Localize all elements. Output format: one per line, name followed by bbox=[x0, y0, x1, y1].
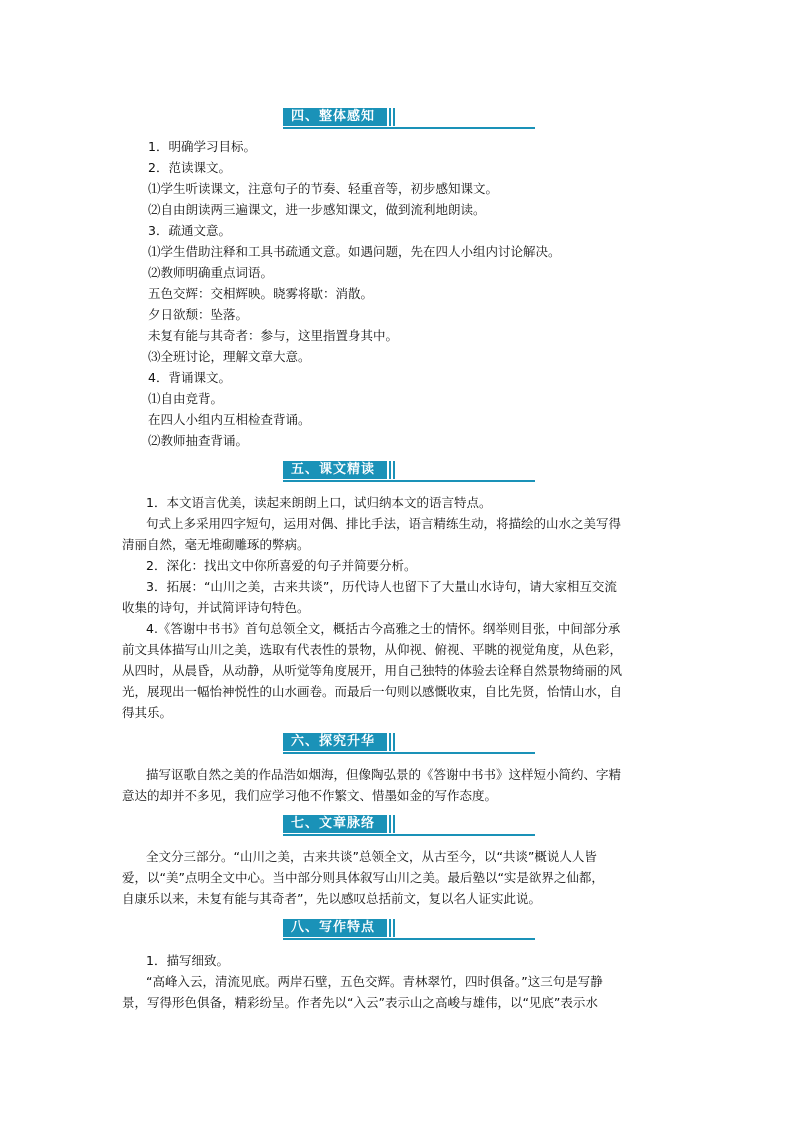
header-bars-decoration bbox=[387, 815, 397, 833]
text-line: 3．疏通文意。 bbox=[148, 223, 231, 238]
header-underline bbox=[283, 752, 535, 754]
text-line: ⑶全班讨论，理解文章大意。 bbox=[148, 349, 311, 364]
header-underline bbox=[283, 127, 535, 129]
text-line: 1．本文语言优美，读起来朗朗上口，试归纳本文的语言特点。 bbox=[146, 495, 492, 510]
text-line: ⑵教师明确重点词语。 bbox=[148, 265, 274, 280]
section-title: 七、文章脉络 bbox=[283, 815, 393, 833]
header-underline bbox=[283, 834, 535, 836]
text-line: 3．拓展：“山川之美，古来共谈”，历代诗人也留下了大量山水诗句，请大家相互交流 bbox=[146, 579, 617, 594]
text-line: 意达的却并不多见，我们应学习他不作繁文、惜墨如金的写作态度。 bbox=[122, 788, 498, 803]
text-line: 1．描写细致。 bbox=[146, 953, 229, 968]
text-line: 在四人小组内互相检查背诵。 bbox=[148, 412, 311, 427]
text-line: 4．背诵课文。 bbox=[148, 370, 231, 385]
text-line: ⑴自由竞背。 bbox=[148, 391, 224, 406]
text-line: 五色交辉：交相辉映。晓雾将歇：消散。 bbox=[148, 286, 374, 301]
text-line: 4.《答谢中书书》首句总领全文，概括古今高雅之士的情怀。纲举则目张，中间部分承 bbox=[146, 621, 621, 636]
text-line: 爱，以“美”点明全文中心。当中部分则具体叙写山川之美。最后塾以“实是欲界之仙都， bbox=[122, 870, 604, 885]
text-line: 前文具体描写山川之美，选取有代表性的景物，从仰视、俯视、平眺的视觉角度，从色彩， bbox=[122, 642, 623, 657]
text-line: ⑵教师抽查背诵。 bbox=[148, 433, 249, 448]
text-line: 未复有能与其奇者：参与，这里指置身其中。 bbox=[148, 328, 399, 343]
text-line: ⑴学生听读课文，注意句子的节奏、轻重音等，初步感知课文。 bbox=[148, 181, 499, 196]
section-title: 四、整体感知 bbox=[283, 108, 393, 126]
text-line: 从四时，从晨昏，从动静，从听觉等角度展开，用自己独特的体验去诠释自然景物绮丽的风 bbox=[122, 663, 623, 678]
section-title: 六、探究升华 bbox=[283, 733, 393, 751]
text-line: 描写讴歌自然之美的作品浩如烟海，但像陶弘景的《答谢中书书》这样短小简约、字精 bbox=[146, 767, 622, 782]
header-underline bbox=[283, 938, 535, 940]
text-line: 清丽自然，毫无堆砌雕琢的弊病。 bbox=[122, 537, 310, 552]
section-header-5 bbox=[283, 461, 535, 483]
header-bars-decoration bbox=[387, 919, 397, 937]
section-header-4 bbox=[283, 108, 535, 130]
text-line: 光，展现出一幅怡神悦性的山水画卷。而最后一句则以感慨收束，自比先贤，怡情山水，自 bbox=[122, 684, 623, 699]
header-bars-decoration bbox=[387, 461, 397, 479]
section-header-8 bbox=[283, 919, 535, 941]
text-line: ⑴学生借助注释和工具书疏通文意。如遇问题，先在四人小组内讨论解决。 bbox=[148, 244, 561, 259]
header-underline bbox=[283, 480, 535, 482]
text-line: “高峰入云，清流见底。两岸石壁，五色交辉。青林翠竹，四时俱备。”这三句是写静 bbox=[146, 974, 603, 989]
text-line: 全文分三部分。“山川之美，古来共谈”总领全文，从古至今，以“共谈”概说人人皆 bbox=[146, 849, 597, 864]
text-line: 1．明确学习目标。 bbox=[148, 139, 256, 154]
text-line: 景，写得形色俱备，精彩纷呈。作者先以“入云”表示山之高峻与雄伟，以“见底”表示水 bbox=[122, 995, 598, 1010]
section-title: 八、写作特点 bbox=[283, 919, 393, 937]
text-line: 收集的诗句，并试简评诗句特色。 bbox=[122, 600, 310, 615]
header-bars-decoration bbox=[387, 108, 397, 126]
section-header-6 bbox=[283, 733, 535, 755]
header-bars-decoration bbox=[387, 733, 397, 751]
text-line: 得其乐。 bbox=[122, 705, 173, 720]
text-line: 句式上多采用四字短句，运用对偶、排比手法，语言精练生动，将描绘的山水之美写得 bbox=[146, 516, 622, 531]
text-line: 自康乐以来，未复有能与其奇者”，先以感叹总括前文，复以名人证实此说。 bbox=[122, 891, 541, 906]
text-line: 2．深化：找出文中你所喜爱的句子并简要分析。 bbox=[146, 558, 417, 573]
text-line: ⑵自由朗读两三遍课文，进一步感知课文，做到流利地朗读。 bbox=[148, 202, 486, 217]
section-header-7 bbox=[283, 815, 535, 837]
text-line: 2．范读课文。 bbox=[148, 160, 231, 175]
text-line: 夕日欲颓：坠落。 bbox=[148, 307, 249, 322]
section-title: 五、课文精读 bbox=[283, 461, 393, 479]
